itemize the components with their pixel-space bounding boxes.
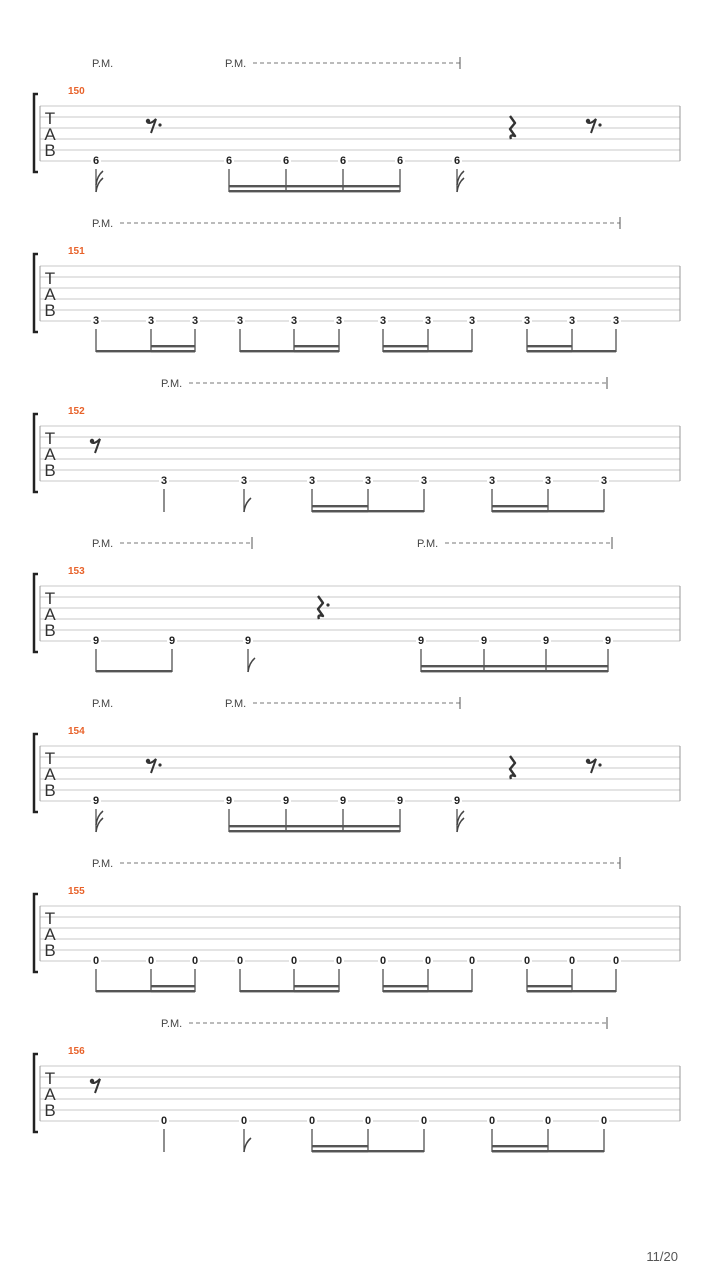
fret-number: 6 xyxy=(453,155,461,167)
palm-mute-label: P.M. xyxy=(417,538,439,550)
tab-clef-letter: A xyxy=(44,1085,56,1104)
measure-number: 154 xyxy=(68,726,85,737)
beam-primary xyxy=(312,510,368,512)
fret-number: 0 xyxy=(600,1115,608,1127)
fret-number: 9 xyxy=(244,635,252,647)
fret-number: 3 xyxy=(236,315,244,327)
note-flag xyxy=(244,498,251,512)
measure-number: 152 xyxy=(68,406,85,417)
fret-number: 9 xyxy=(339,795,347,807)
measure-number: 151 xyxy=(68,246,85,257)
beam-primary xyxy=(527,350,572,352)
rest-dot-head xyxy=(586,759,590,763)
fret-number: 6 xyxy=(396,155,404,167)
system-bracket xyxy=(34,574,38,652)
fret-number: 9 xyxy=(604,635,612,647)
fret-number: 0 xyxy=(92,955,100,967)
beam-primary xyxy=(294,350,339,352)
fret-number: 3 xyxy=(147,315,155,327)
palm-mute-label: P.M. xyxy=(92,58,114,70)
fret-number: 3 xyxy=(544,475,552,487)
fret-number: 6 xyxy=(225,155,233,167)
fret-number: 3 xyxy=(290,315,298,327)
rest-dot-head xyxy=(90,1079,94,1083)
tab-clef-letter: T xyxy=(44,749,56,768)
tab-clef-letter: A xyxy=(44,285,56,304)
palm-mute-label: P.M. xyxy=(225,58,247,70)
rest-dot-head xyxy=(146,759,150,763)
fret-number: 3 xyxy=(308,475,316,487)
beam-secondary xyxy=(312,1145,368,1147)
tab-clef-letter: B xyxy=(44,1101,56,1120)
tab-clef-letter: B xyxy=(44,301,56,320)
beam-secondary xyxy=(492,505,548,507)
fret-number: 6 xyxy=(339,155,347,167)
beam-secondary xyxy=(229,185,400,187)
beam-secondary xyxy=(492,1145,548,1147)
tab-clef-letter: T xyxy=(44,1069,56,1088)
fret-number: 9 xyxy=(453,795,461,807)
fret-number: 0 xyxy=(240,1115,248,1127)
fret-number: 0 xyxy=(488,1115,496,1127)
system-bracket xyxy=(34,734,38,812)
beam-primary xyxy=(229,190,400,192)
fret-number: 3 xyxy=(240,475,248,487)
fret-number: 0 xyxy=(612,955,620,967)
fret-number: 0 xyxy=(191,955,199,967)
fret-number: 0 xyxy=(468,955,476,967)
measure-number: 150 xyxy=(68,86,85,97)
beam-primary xyxy=(151,350,195,352)
tab-system xyxy=(34,377,680,512)
tab-clef-letter: B xyxy=(44,461,56,480)
beam-primary xyxy=(383,350,428,352)
tab-system xyxy=(34,697,680,832)
tab-system xyxy=(34,857,680,992)
fret-number: 9 xyxy=(542,635,550,647)
fret-number: 0 xyxy=(523,955,531,967)
system-bracket xyxy=(34,94,38,172)
beam-primary xyxy=(229,830,400,832)
fret-number: 0 xyxy=(568,955,576,967)
fret-number: 0 xyxy=(424,955,432,967)
fret-number: 3 xyxy=(92,315,100,327)
beam-primary xyxy=(492,510,548,512)
page-number: 11/20 xyxy=(646,1249,678,1264)
fret-number: 3 xyxy=(160,475,168,487)
fret-number: 0 xyxy=(544,1115,552,1127)
tab-clef-letter: T xyxy=(44,269,56,288)
tab-clef-letter: A xyxy=(44,605,56,624)
fret-number: 0 xyxy=(420,1115,428,1127)
tab-clef-letter: A xyxy=(44,765,56,784)
fret-number: 0 xyxy=(236,955,244,967)
beam-secondary xyxy=(294,345,339,347)
rest-augmentation-dot xyxy=(598,123,601,126)
rest-augmentation-dot xyxy=(158,763,161,766)
rest-augmentation-dot xyxy=(158,123,161,126)
beam-primary xyxy=(96,670,172,672)
beam-secondary xyxy=(229,825,400,827)
tab-system xyxy=(34,537,680,672)
tab-clef-letter: A xyxy=(44,925,56,944)
beam-primary xyxy=(421,670,608,672)
beam-secondary xyxy=(527,345,572,347)
rest-augmentation-dot xyxy=(326,603,329,606)
beam-secondary xyxy=(383,985,428,987)
tab-clef-letter: B xyxy=(44,941,56,960)
palm-mute-label: P.M. xyxy=(92,698,114,710)
fret-number: 0 xyxy=(379,955,387,967)
fret-number: 3 xyxy=(335,315,343,327)
system-bracket xyxy=(34,1054,38,1132)
tab-clef-letter: T xyxy=(44,109,56,128)
tab-system xyxy=(34,57,680,192)
fret-number: 9 xyxy=(396,795,404,807)
fret-number: 6 xyxy=(92,155,100,167)
fret-number: 3 xyxy=(191,315,199,327)
tab-clef-letter: B xyxy=(44,141,56,160)
beam-primary xyxy=(383,990,428,992)
rest-dot-head xyxy=(146,119,150,123)
fret-number: 3 xyxy=(488,475,496,487)
palm-mute-label: P.M. xyxy=(161,378,183,390)
note-flag xyxy=(248,658,255,672)
system-bracket xyxy=(34,414,38,492)
fret-number: 9 xyxy=(225,795,233,807)
palm-mute-label: P.M. xyxy=(225,698,247,710)
rest-dot-head xyxy=(90,439,94,443)
beam-primary xyxy=(312,1150,368,1152)
system-bracket xyxy=(34,254,38,332)
measure-number: 155 xyxy=(68,886,85,897)
beam-primary xyxy=(294,990,339,992)
fret-number: 0 xyxy=(290,955,298,967)
fret-number: 3 xyxy=(568,315,576,327)
tab-clef-letter: B xyxy=(44,621,56,640)
beam-secondary xyxy=(294,985,339,987)
palm-mute-label: P.M. xyxy=(92,538,114,550)
tab-clef-letter: T xyxy=(44,429,56,448)
beam-secondary xyxy=(527,985,572,987)
fret-number: 3 xyxy=(468,315,476,327)
measure-number: 153 xyxy=(68,566,85,577)
beam-primary xyxy=(492,1150,548,1152)
beam-primary xyxy=(151,990,195,992)
fret-number: 9 xyxy=(417,635,425,647)
beam-secondary xyxy=(421,665,608,667)
fret-number: 0 xyxy=(147,955,155,967)
rest-augmentation-dot xyxy=(598,763,601,766)
palm-mute-label: P.M. xyxy=(92,218,114,230)
measure-number: 156 xyxy=(68,1046,85,1057)
fret-number: 9 xyxy=(168,635,176,647)
fret-number: 9 xyxy=(92,635,100,647)
tab-clef-letter: A xyxy=(44,445,56,464)
fret-number: 3 xyxy=(424,315,432,327)
fret-number: 9 xyxy=(480,635,488,647)
tab-clef-letter: T xyxy=(44,909,56,928)
fret-number: 9 xyxy=(92,795,100,807)
tab-clef-letter: T xyxy=(44,589,56,608)
tab-system xyxy=(34,1017,680,1152)
beam-secondary xyxy=(151,345,195,347)
fret-number: 0 xyxy=(335,955,343,967)
palm-mute-label: P.M. xyxy=(92,858,114,870)
note-flag xyxy=(244,1138,251,1152)
fret-number: 3 xyxy=(379,315,387,327)
palm-mute-label: P.M. xyxy=(161,1018,183,1030)
fret-number: 6 xyxy=(282,155,290,167)
fret-number: 3 xyxy=(523,315,531,327)
fret-number: 0 xyxy=(160,1115,168,1127)
tab-clef-letter: A xyxy=(44,125,56,144)
beam-primary xyxy=(527,990,572,992)
fret-number: 0 xyxy=(308,1115,316,1127)
tab-clef-letter: B xyxy=(44,781,56,800)
beam-secondary xyxy=(151,985,195,987)
fret-number: 3 xyxy=(600,475,608,487)
fret-number: 9 xyxy=(282,795,290,807)
rest-dot-head xyxy=(586,119,590,123)
beam-secondary xyxy=(312,505,368,507)
system-bracket xyxy=(34,894,38,972)
fret-number: 3 xyxy=(612,315,620,327)
fret-number: 3 xyxy=(364,475,372,487)
fret-number: 0 xyxy=(364,1115,372,1127)
beam-secondary xyxy=(383,345,428,347)
tab-system xyxy=(34,217,680,352)
fret-number: 3 xyxy=(420,475,428,487)
